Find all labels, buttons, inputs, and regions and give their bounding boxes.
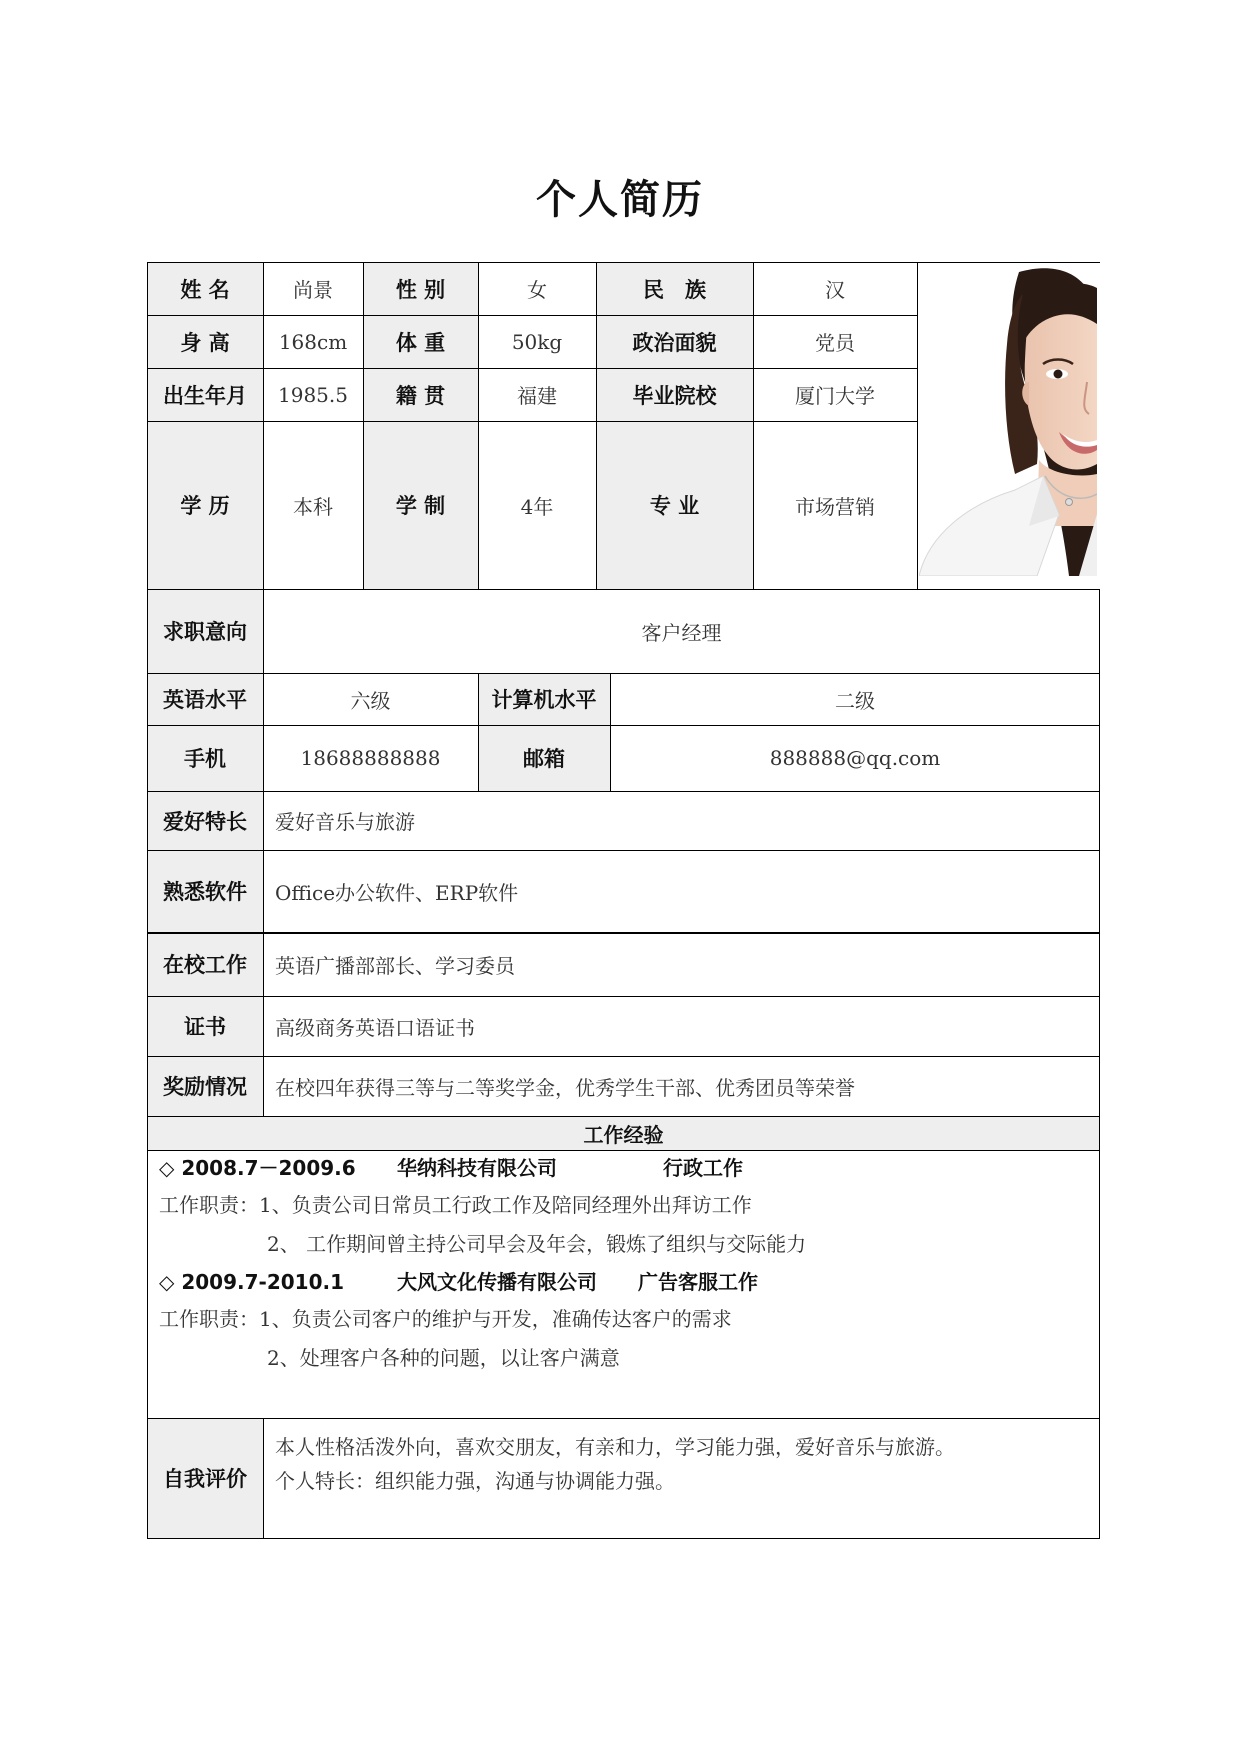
campus-value: 英语广播部部长、学习委员 bbox=[275, 953, 515, 978]
work-duty-1: 工作职责：1、负责公司日常员工行政工作及陪同经理外出拜访工作 bbox=[159, 1193, 752, 1217]
phone-value: 18688888888 bbox=[300, 746, 441, 770]
awards-label: 奖励情况 bbox=[147, 1056, 263, 1116]
awards-value: 在校四年获得三等与二等奖学金，优秀学生干部、优秀团员等荣誉 bbox=[275, 1075, 855, 1100]
self-eval-content bbox=[275, 1430, 1075, 1498]
school-label: 毕业院校 bbox=[596, 368, 753, 421]
ethnic-label: 民 族 bbox=[596, 262, 753, 315]
portrait-illustration bbox=[919, 264, 1097, 576]
major-value: 市场营销 bbox=[795, 494, 875, 519]
page-title: 个人简历 bbox=[536, 177, 704, 223]
height-label: 身 高 bbox=[147, 315, 263, 368]
ethnic-value: 汉 bbox=[825, 278, 845, 302]
gender-value: 女 bbox=[527, 278, 547, 302]
height-value: 168cm bbox=[278, 329, 348, 354]
birth-label: 出生年月 bbox=[147, 368, 263, 421]
gender-label: 性 别 bbox=[363, 262, 478, 315]
hobby-label: 爱好特长 bbox=[147, 791, 263, 850]
software-value: Office办公软件、ERP软件 bbox=[275, 880, 519, 905]
english-label: 英语水平 bbox=[147, 673, 263, 725]
email-label: 邮箱 bbox=[478, 725, 610, 791]
major-label: 专 业 bbox=[596, 421, 753, 589]
school-value: 厦门大学 bbox=[795, 384, 875, 408]
cert-value: 高级商务英语口语证书 bbox=[275, 1015, 475, 1040]
campus-label: 在校工作 bbox=[147, 932, 263, 996]
software-label: 熟悉软件 bbox=[147, 850, 263, 932]
degree-label: 学 历 bbox=[147, 421, 263, 589]
birth-value: 1985.5 bbox=[278, 382, 348, 407]
name-label: 姓 名 bbox=[147, 262, 263, 315]
work-duty-2: 2、 工作期间曾主持公司早会及年会，锻炼了组织与交际能力 bbox=[267, 1232, 807, 1256]
political-value: 党员 bbox=[815, 331, 855, 355]
work-duty-1: 工作职责：1、负责公司客户的维护与开发，准确传达客户的需求 bbox=[159, 1307, 732, 1331]
work-entry-2 bbox=[147, 1264, 1077, 1378]
self-eval-line-1: 本人性格活泼外向，喜欢交朋友，有亲和力，学习能力强，爱好音乐与旅游。 bbox=[275, 1435, 955, 1459]
computer-value: 二级 bbox=[835, 688, 875, 713]
origin-label: 籍 贯 bbox=[363, 368, 478, 421]
name-value: 尚景 bbox=[293, 278, 333, 302]
cert-label: 证书 bbox=[147, 996, 263, 1056]
email-value: 888888@qq.com bbox=[769, 746, 941, 770]
intent-value: 客户经理 bbox=[641, 620, 722, 645]
intent-label: 求职意向 bbox=[147, 589, 263, 673]
duration-value: 4年 bbox=[520, 494, 554, 519]
political-label: 政治面貌 bbox=[596, 315, 753, 368]
work-position: 行政工作 bbox=[663, 1156, 743, 1180]
origin-value: 福建 bbox=[517, 384, 557, 408]
work-company: 华纳科技有限公司 bbox=[397, 1156, 557, 1180]
degree-value: 本科 bbox=[293, 494, 333, 519]
work-period: ◇ 2009.7-2010.1 bbox=[159, 1270, 344, 1294]
work-duty-2: 2、处理客户各种的问题，以让客户满意 bbox=[267, 1346, 620, 1370]
hobby-value: 爱好音乐与旅游 bbox=[275, 810, 415, 834]
work-section-header: 工作经验 bbox=[147, 1116, 1100, 1150]
english-value: 六级 bbox=[350, 688, 391, 713]
work-entry-1 bbox=[147, 1150, 1077, 1264]
self-eval-label: 自我评价 bbox=[147, 1418, 263, 1538]
weight-value: 50kg bbox=[511, 329, 563, 354]
self-eval-line-2: 个人特长：组织能力强，沟通与协调能力强。 bbox=[275, 1469, 675, 1493]
duration-label: 学 制 bbox=[363, 421, 478, 589]
phone-label: 手机 bbox=[147, 725, 263, 791]
weight-label: 体 重 bbox=[363, 315, 478, 368]
work-period: ◇ 2008.7－2009.6 bbox=[159, 1156, 356, 1180]
work-experience bbox=[147, 1150, 1077, 1378]
work-company: 大风文化传播有限公司 bbox=[397, 1270, 597, 1294]
computer-label: 计算机水平 bbox=[478, 673, 610, 725]
work-position: 广告客服工作 bbox=[638, 1270, 758, 1294]
profile-photo bbox=[919, 264, 1097, 576]
